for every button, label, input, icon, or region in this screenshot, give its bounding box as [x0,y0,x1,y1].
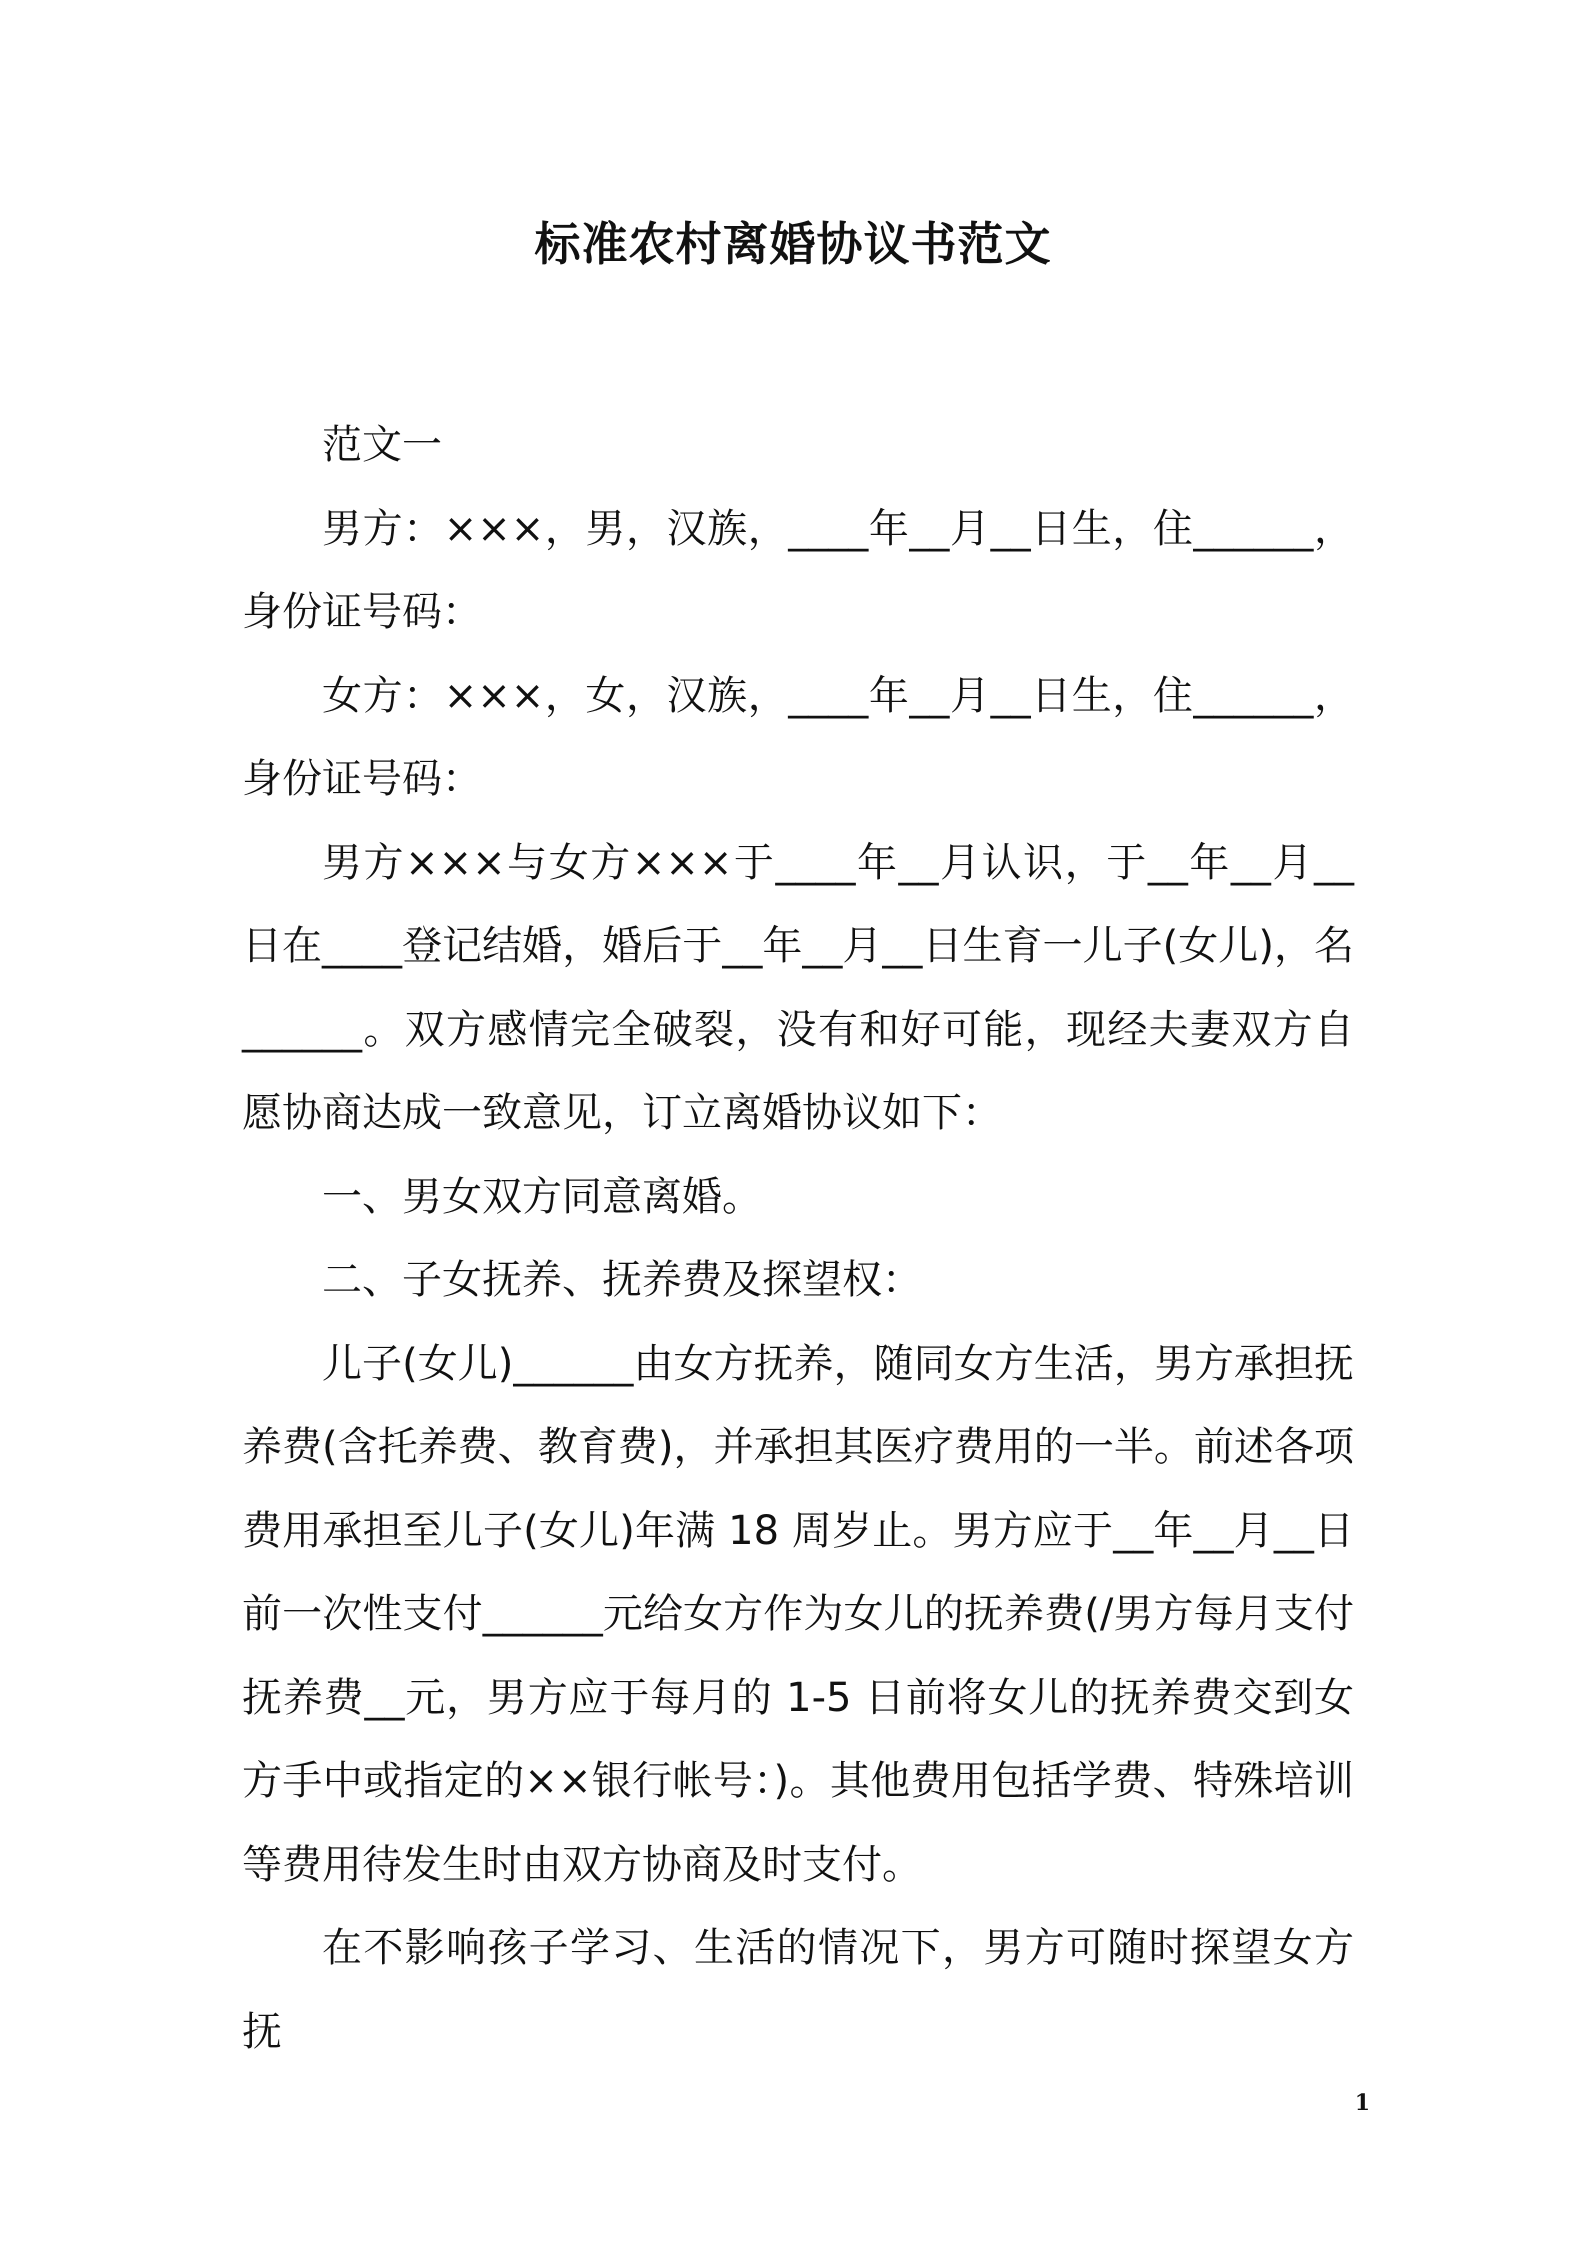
paragraph-clause-one: 一、男女双方同意离婚。 [322,1173,762,1220]
document-title: 标准农村离婚协议书范文 [534,217,1052,271]
paragraph-clause-two-heading: 二、子女抚养、抚养费及探望权： [322,1257,922,1303]
document-body [242,404,1354,2074]
paragraph-female-party: 女方：×××，女，汉族，____年__月__日生，住______，身份证号码： [242,672,1354,802]
paragraph-child-support: 儿子(女儿)______由女方抚养，随同女方生活，男方承担抚养费(含托养费、教育费)，并承担其医疗费用的一半。前述各项费用承担至儿子(女儿)年满 18 周岁止。男方应于__年__月__日前一次性支付______元给女方作为女儿的抚养费(/男方每月支付抚养费__元，男方应于每月的 1-5 日前将女儿的抚养费交到女方手中或指定的××银行帐号：)。其他费用包括学费、特殊培训等费用待发生时由双方协商及时支付。 [242,1340,1354,1888]
paragraph-visitation: 在不影响孩子学习、生活的情况下，男方可随时探望女方抚 [242,1925,1354,2055]
paragraph-marriage-background: 男方×××与女方×××于____年__月认识，于__年__月__日在____登记结婚，婚后于__年__月__日生育一儿子(女儿)，名______。双方感情完全破裂，没有和好可能，现经夫妻双方自愿协商达成一致意见，订立离婚协议如下： [242,839,1354,1136]
paragraph-male-party: 男方：×××，男，汉族，____年__月__日生，住______，身份证号码： [242,505,1354,635]
paragraph-section-heading: 范文一 [322,422,442,468]
page-number: 1 [1354,2090,1370,2116]
